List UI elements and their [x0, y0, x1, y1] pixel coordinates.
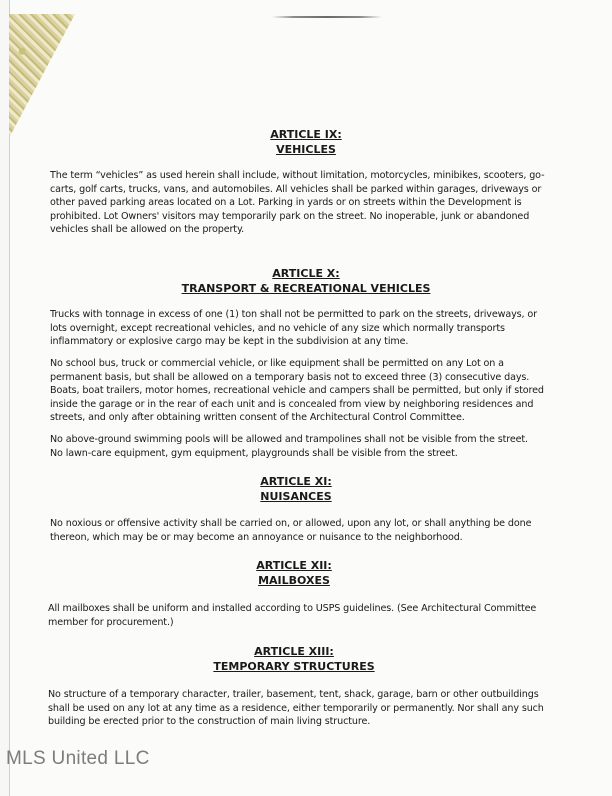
text-line: All mailboxes shall be uniform and installed according to USPS guidelines. (See Architectural Committee — [48, 603, 537, 614]
article-10-paragraph-2 — [50, 357, 550, 425]
article-10-title: TRANSPORT & RECREATIONAL VEHICLES — [181, 282, 431, 295]
text-line: No school bus, truck or commercial vehicle, or like equipment shall be permitted on any Lot on a — [50, 358, 504, 369]
article-13-body — [48, 688, 548, 729]
mls-watermark: MLS United LLC — [6, 748, 150, 769]
article-11-heading — [0, 474, 602, 504]
top-rule — [272, 16, 382, 18]
article-10-paragraph-3 — [50, 433, 550, 460]
text-line: No above-ground swimming pools will be allowed and trampolines shall not be visible from the street. — [50, 434, 528, 445]
text-line: carts, golf carts, trucks, vans, and automobiles. All vehicles shall be parked within garages, driveways or — [50, 183, 542, 195]
article-13-title: TEMPORARY STRUCTURES — [213, 660, 375, 673]
article-12-body — [48, 602, 548, 629]
article-12-number: ARTICLE XII: — [256, 559, 332, 572]
article-9-heading — [0, 127, 612, 157]
article-13-number: ARTICLE XIII: — [254, 645, 334, 658]
text-line: member for procurement.) — [48, 616, 174, 628]
text-line: inside the garage or in the rear of each unit and is concealed from view by neighboring residences and — [50, 398, 534, 410]
article-11-title: NUISANCES — [260, 490, 332, 503]
text-line: inflammatory or explosive cargo may be kept in the subdivision at any time. — [50, 336, 409, 347]
article-10-number: ARTICLE X: — [272, 267, 340, 280]
text-line: thereon, which may be or may become an annoyance or nuisance to the neighborhood. — [50, 531, 463, 543]
text-line: vehicles shall be allowed on the property. — [50, 224, 245, 235]
text-line: building be erected prior to the construction of main living structure. — [48, 716, 371, 727]
text-line: Trucks with tonnage in excess of one (1) ton shall not be permitted to park on the streets, driveways, or — [50, 309, 537, 320]
article-9-title: VEHICLES — [276, 143, 336, 156]
text-line: prohibited. Lot Owners' visitors may temporarily park on the street. No inoperable, junk or abandoned — [50, 210, 530, 222]
text-line: streets, and only after obtaining written consent of the Architectural Control Committee. — [50, 412, 465, 423]
article-9-body — [50, 169, 550, 237]
text-line: lots overnight, except recreational vehicles, and no vehicle of any size which normally transports — [50, 322, 505, 334]
article-12-title: MAILBOXES — [258, 574, 330, 587]
article-9-number: ARTICLE IX: — [270, 128, 342, 141]
text-line: The term “vehicles” as used herein shall include, without limitation, motorcycles, minibikes, scooters, go- — [50, 170, 545, 181]
text-line: Boats, boat trailers, motor homes, recreational vehicle and campers shall be permitted, but only if stored — [50, 385, 544, 396]
text-line: permanent basis, but shall be allowed on a temporary basis not to exceed three (3) consecutive days. — [50, 371, 530, 383]
article-11-number: ARTICLE XI: — [260, 475, 332, 488]
article-10-paragraph-1 — [50, 308, 550, 349]
article-11-body — [50, 517, 550, 544]
article-12-heading — [0, 558, 600, 588]
text-line: shall be used on any lot at any time as a residence, either temporarily or permanently. Nor shall any such — [48, 702, 544, 714]
text-line: other paved parking areas located on a Lot. Parking in yards or on streets within the Development is — [50, 197, 522, 208]
article-10-heading — [0, 266, 612, 296]
text-line: No lawn-care equipment, gym equipment, playgrounds shall be visible from the street. — [50, 447, 458, 459]
text-line: No noxious or offensive activity shall be carried on, or allowed, upon any lot, or shall anything be done — [50, 518, 532, 529]
article-13-heading — [0, 644, 600, 674]
text-line: No structure of a temporary character, trailer, basement, tent, shack, garage, barn or other outbuildings — [48, 689, 539, 700]
